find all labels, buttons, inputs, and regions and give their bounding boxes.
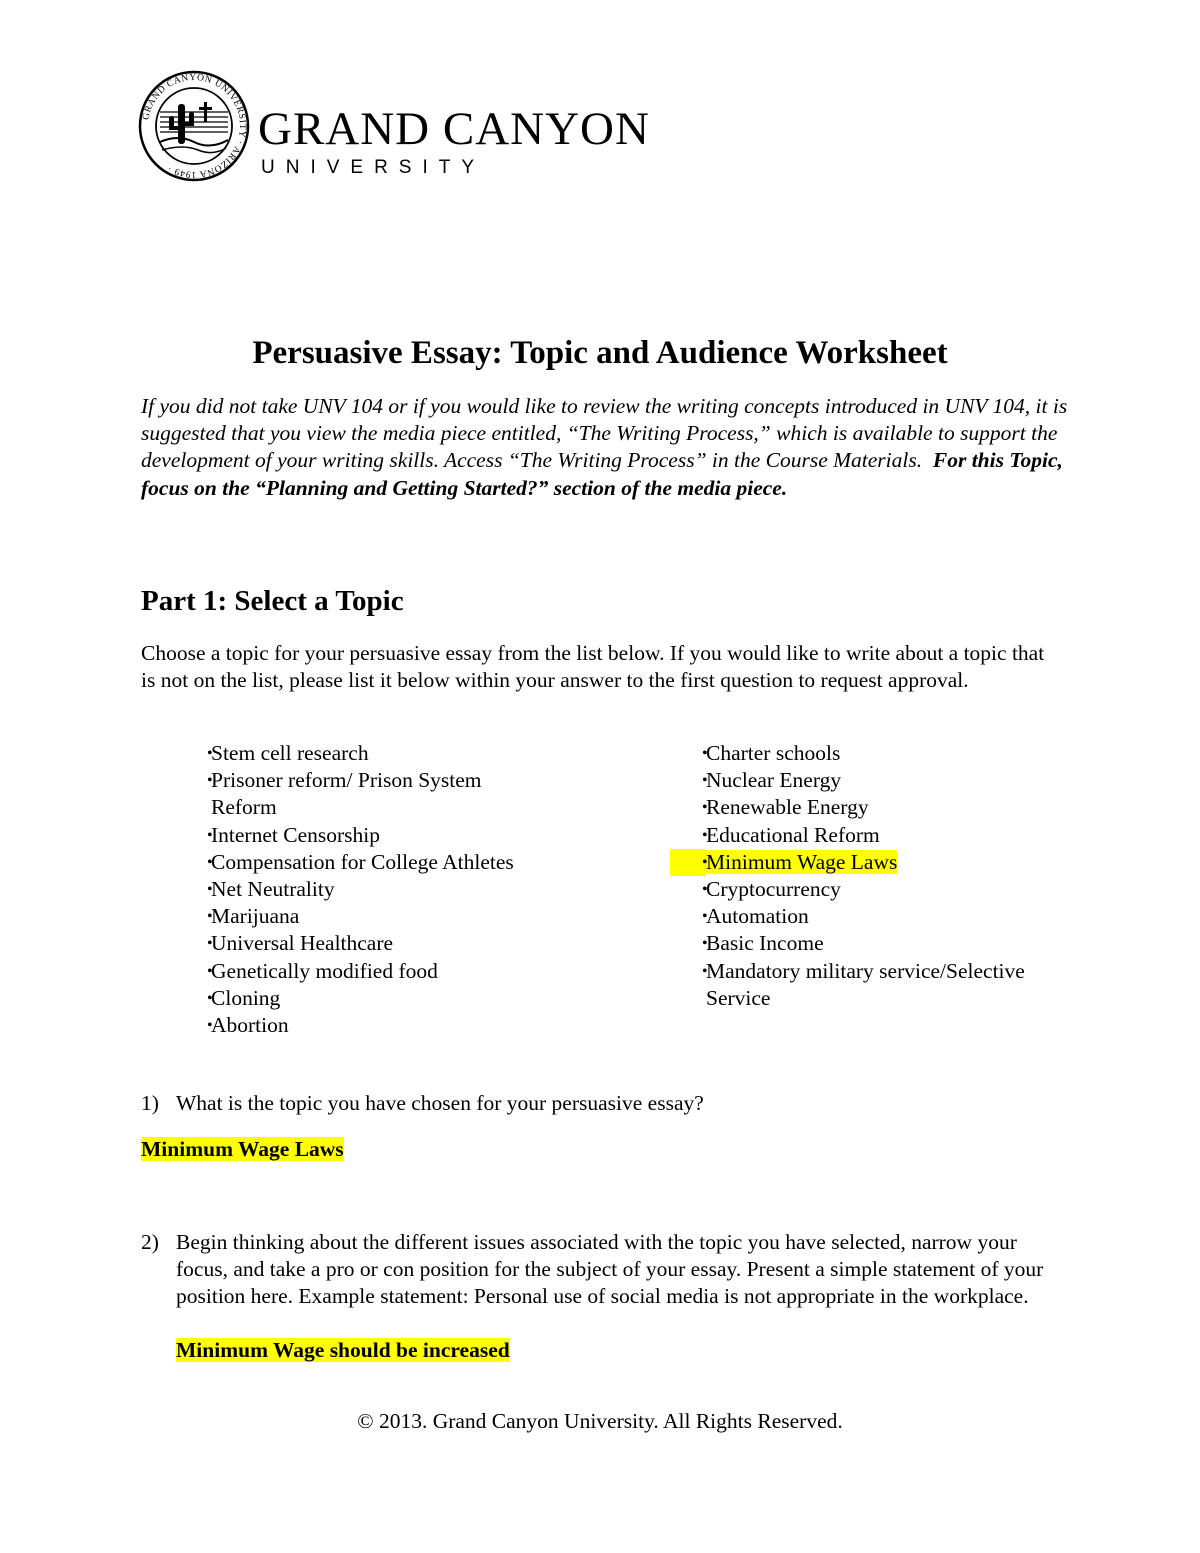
topic-label: Compensation for College Athletes — [211, 849, 514, 874]
topic-item — [175, 876, 515, 903]
topic-label: Renewable Energy — [706, 795, 869, 820]
university-logo — [138, 70, 658, 188]
topic-item — [670, 903, 1070, 930]
bullet-icon — [670, 849, 706, 876]
topic-item — [175, 930, 515, 957]
topic-label: Charter schools — [706, 741, 841, 765]
topic-label: Universal Healthcare — [211, 931, 394, 956]
part1-instructions: Choose a topic for your persuasive essay from the list below. If you would like to write about a topic that is not on the list, please list it below within your answer to the first question to request approval. — [141, 641, 1045, 693]
topic-item — [175, 767, 515, 821]
question-number: 2) — [141, 1230, 159, 1254]
topic-label: Cryptocurrency — [706, 877, 841, 902]
answer-text: Minimum Wage Laws — [141, 1137, 344, 1161]
topic-list-left — [175, 740, 515, 1039]
topic-item — [175, 958, 515, 985]
topic-label: Cloning — [211, 985, 281, 1010]
topic-item — [670, 958, 1070, 1012]
topic-label: Basic Income — [706, 931, 824, 956]
copyright-footer: © 2013. Grand Canyon University. All Rights Reserved. — [357, 1409, 843, 1433]
intro-bold-text: For this Topic, focus on the “Planning and Getting Started?” section of the media piece. — [141, 448, 1063, 500]
logo-wordmark: GRAND CANYON — [258, 103, 650, 155]
intro-paragraph — [141, 393, 1071, 502]
intro-italic-text: If you did not take UNV 104 or if you would like to review the writing concepts introduced in UNV 104, it is suggested that you view the media piece entitled, “The Writing Process,” which is available to support the development of your writing skills. Access “The Writing Process” in the Course Materials. — [141, 394, 1068, 473]
topic-label: Mandatory military service/Selective Service — [706, 958, 1025, 1010]
topic-item — [670, 740, 1070, 767]
topic-label: Minimum Wage Laws — [706, 849, 898, 874]
topic-label: Stem cell research — [211, 741, 369, 765]
topic-label: Automation — [706, 904, 809, 929]
answer-1 — [141, 1136, 344, 1163]
page-title: Persuasive Essay: Topic and Audience Worksheet — [252, 335, 948, 371]
topic-item — [670, 794, 1070, 821]
question-text: What is the topic you have chosen for your persuasive essay? — [176, 1091, 704, 1115]
topic-label: Genetically modified food — [211, 958, 438, 983]
topic-label: Nuclear Energy — [706, 768, 842, 793]
question-1 — [141, 1090, 1061, 1117]
topic-label: Abortion — [211, 1013, 289, 1038]
topic-item — [670, 822, 1070, 849]
answer-text: Minimum Wage should be increased — [176, 1338, 510, 1362]
part1-heading: Part 1: Select a Topic — [141, 585, 404, 617]
svg-text:GRAND CANYON UNIVERSITY · ARIZ: GRAND CANYON UNIVERSITY · ARIZONA 1949 · — [141, 72, 248, 180]
topic-item — [670, 930, 1070, 957]
topic-item — [175, 985, 515, 1012]
topic-item — [670, 876, 1070, 903]
topic-item — [175, 849, 515, 876]
topic-label: Internet Censorship — [211, 822, 380, 847]
topic-item — [175, 1012, 515, 1039]
question-text: Begin thinking about the different issues associated with the topic you have selected, narrow your focus, and take a pro or con position for the subject of your essay. Present a simple statement of your position here. Example statement: Personal use of social media is not appropriate in the workplace. — [176, 1230, 1044, 1309]
topic-item — [175, 903, 515, 930]
topic-label: Marijuana — [211, 904, 300, 929]
question-number: 1) — [141, 1091, 159, 1115]
question-2 — [141, 1229, 1061, 1311]
topic-item — [175, 822, 515, 849]
topic-item — [670, 849, 1070, 876]
topic-label: Educational Reform — [706, 822, 880, 847]
topic-label: Prisoner reform/ Prison System Reform — [211, 768, 482, 820]
topic-list-right — [670, 740, 1070, 1012]
topic-item — [175, 740, 515, 767]
answer-2 — [176, 1337, 510, 1364]
logo-subtitle: UNIVERSITY — [261, 157, 486, 178]
university-seal-icon — [138, 70, 250, 182]
topic-item — [670, 767, 1070, 794]
topic-label: Net Neutrality — [211, 877, 335, 902]
